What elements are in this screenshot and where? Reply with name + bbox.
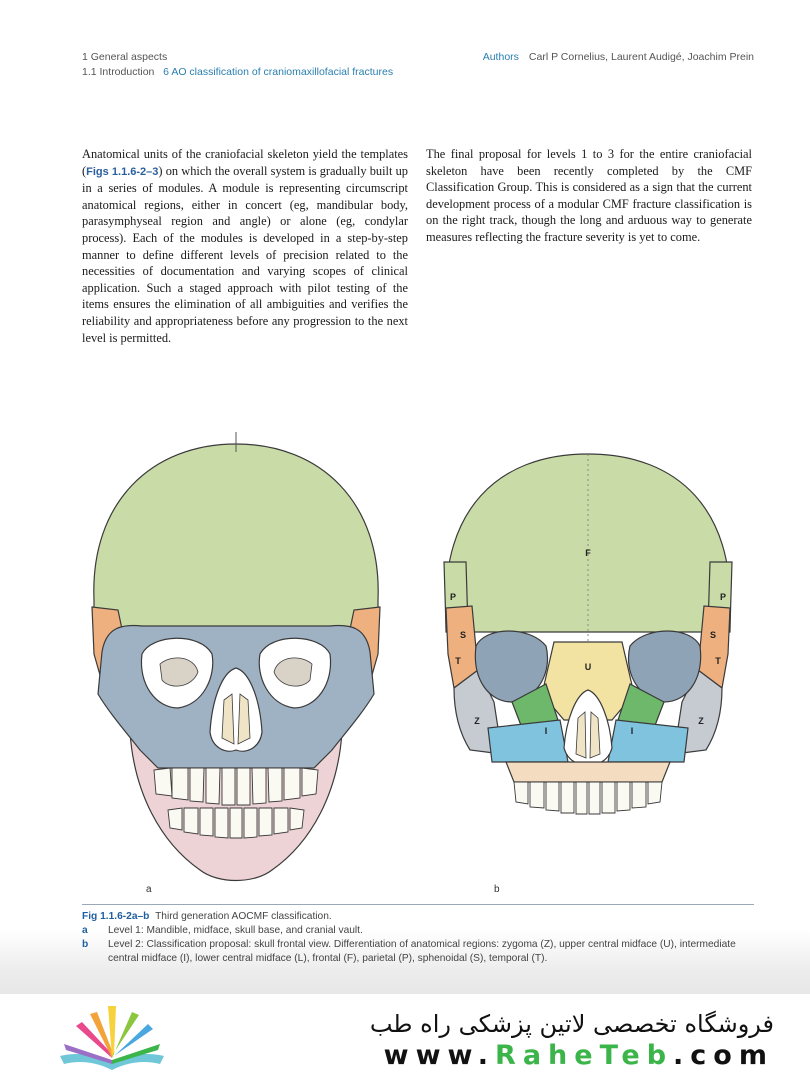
figure-caption (82, 910, 754, 966)
maxilla-alveolar-region (506, 762, 670, 782)
region-label-S-left: S (459, 630, 467, 640)
caption-item-b (82, 938, 754, 966)
region-label-I-right: I (630, 726, 634, 736)
nasal-concha-right (238, 694, 250, 744)
figure-reference-link[interactable]: Figs 1.1.6-2–3 (86, 165, 159, 178)
body-column-left (82, 146, 408, 346)
header-subsection: 1.1 Introduction (82, 66, 155, 78)
caption-title: Fig 1.1.6-2a–b (82, 911, 150, 922)
header-section: 1 General aspects (82, 51, 168, 63)
shop-url-text[interactable] (384, 1040, 774, 1071)
body-left-post: ) on which the overall system is gradually built up in a series of modules. A module is representing circumscript anatomical regions, either in concert (eg, mandibular body, parasymphyseal region and angle) or alone (eg, condylar process). Each of the modules is developed in a step-by-step manner to define different levels of precision related to the necessities of documentation and varying scopes of clinical application. Such a staged approach with pilot testing of the items ensures the elimination of all ambiguities and verifies the reliability and appropriateness before any progression to the next level is permitted. (82, 163, 408, 345)
caption-divider (82, 904, 754, 905)
lower-central-midface-right (608, 720, 688, 762)
region-label-U: U (584, 662, 592, 672)
caption-text-a: Level 1: Mandible, midface, skull base, and cranial vault. (108, 925, 363, 936)
body-left-pre: Anatomical units of the craniofacial skeleton yield the templates ( (82, 147, 408, 178)
caption-key-a: a (82, 925, 88, 936)
teeth-b (514, 782, 662, 814)
region-label-P-left: P (449, 592, 457, 602)
region-label-P-right: P (719, 592, 727, 602)
region-label-T-right: T (715, 656, 721, 666)
shop-url-pre: www. (383, 1040, 496, 1071)
shop-name-text: فروشگاه تخصصی لاتین پزشکی راه طب (369, 1010, 774, 1038)
book-logo-icon (56, 1004, 168, 1074)
header-authors-block (483, 50, 754, 65)
shop-url-brand: RaheTeb (495, 1040, 674, 1071)
region-label-F: F (585, 548, 591, 558)
figure-skulls (82, 432, 754, 904)
caption-title-text: Third generation AOCMF classification. (155, 911, 332, 922)
caption-title-line (82, 910, 754, 924)
lower-central-midface-left (488, 720, 568, 762)
caption-item-a (82, 924, 754, 938)
caption-text-b: Level 2: Classification proposal: skull frontal view. Differentiation of anatomical regions: zygoma (Z), upper central midface (U), intermediate central midface (I), lower central midface (L), frontal (F), parietal (P), sphenoidal (S), temporal (T). (108, 939, 736, 964)
cranial-vault-region (94, 444, 378, 642)
header-authors-label: Authors (482, 51, 519, 63)
region-label-Z-left: Z (474, 716, 480, 726)
panel-label-a: a (146, 884, 152, 895)
header-chapter: 6 AO classification of craniomaxillofacial fractures (163, 66, 394, 78)
skull-level-1 (92, 432, 380, 881)
region-label-T-left: T (455, 656, 461, 666)
body-column-right: The final proposal for levels 1 to 3 for the entire craniofacial skeleton have been recently completed by the CMF Classification Group. This is considered as a sign that the current development process of a modular CMF fracture classification is on the right track, though the long and arduous way to generate measures reflecting the fracture severity is yet to come. (426, 147, 752, 244)
header-subsection-line (82, 65, 393, 80)
panel-label-b: b (494, 884, 500, 895)
header-breadcrumb (82, 50, 393, 80)
caption-key-b: b (82, 939, 89, 950)
shop-url-post: .com (673, 1040, 774, 1071)
header-authors: Carl P Cornelius, Laurent Audigé, Joachim Prein (528, 51, 754, 63)
region-label-Z-right: Z (698, 716, 704, 726)
figure-svg (82, 432, 754, 904)
region-label-S-right: S (709, 630, 717, 640)
skull-level-2 (444, 454, 732, 814)
nasal-concha-left (222, 694, 234, 744)
region-label-I-left: I (544, 726, 548, 736)
